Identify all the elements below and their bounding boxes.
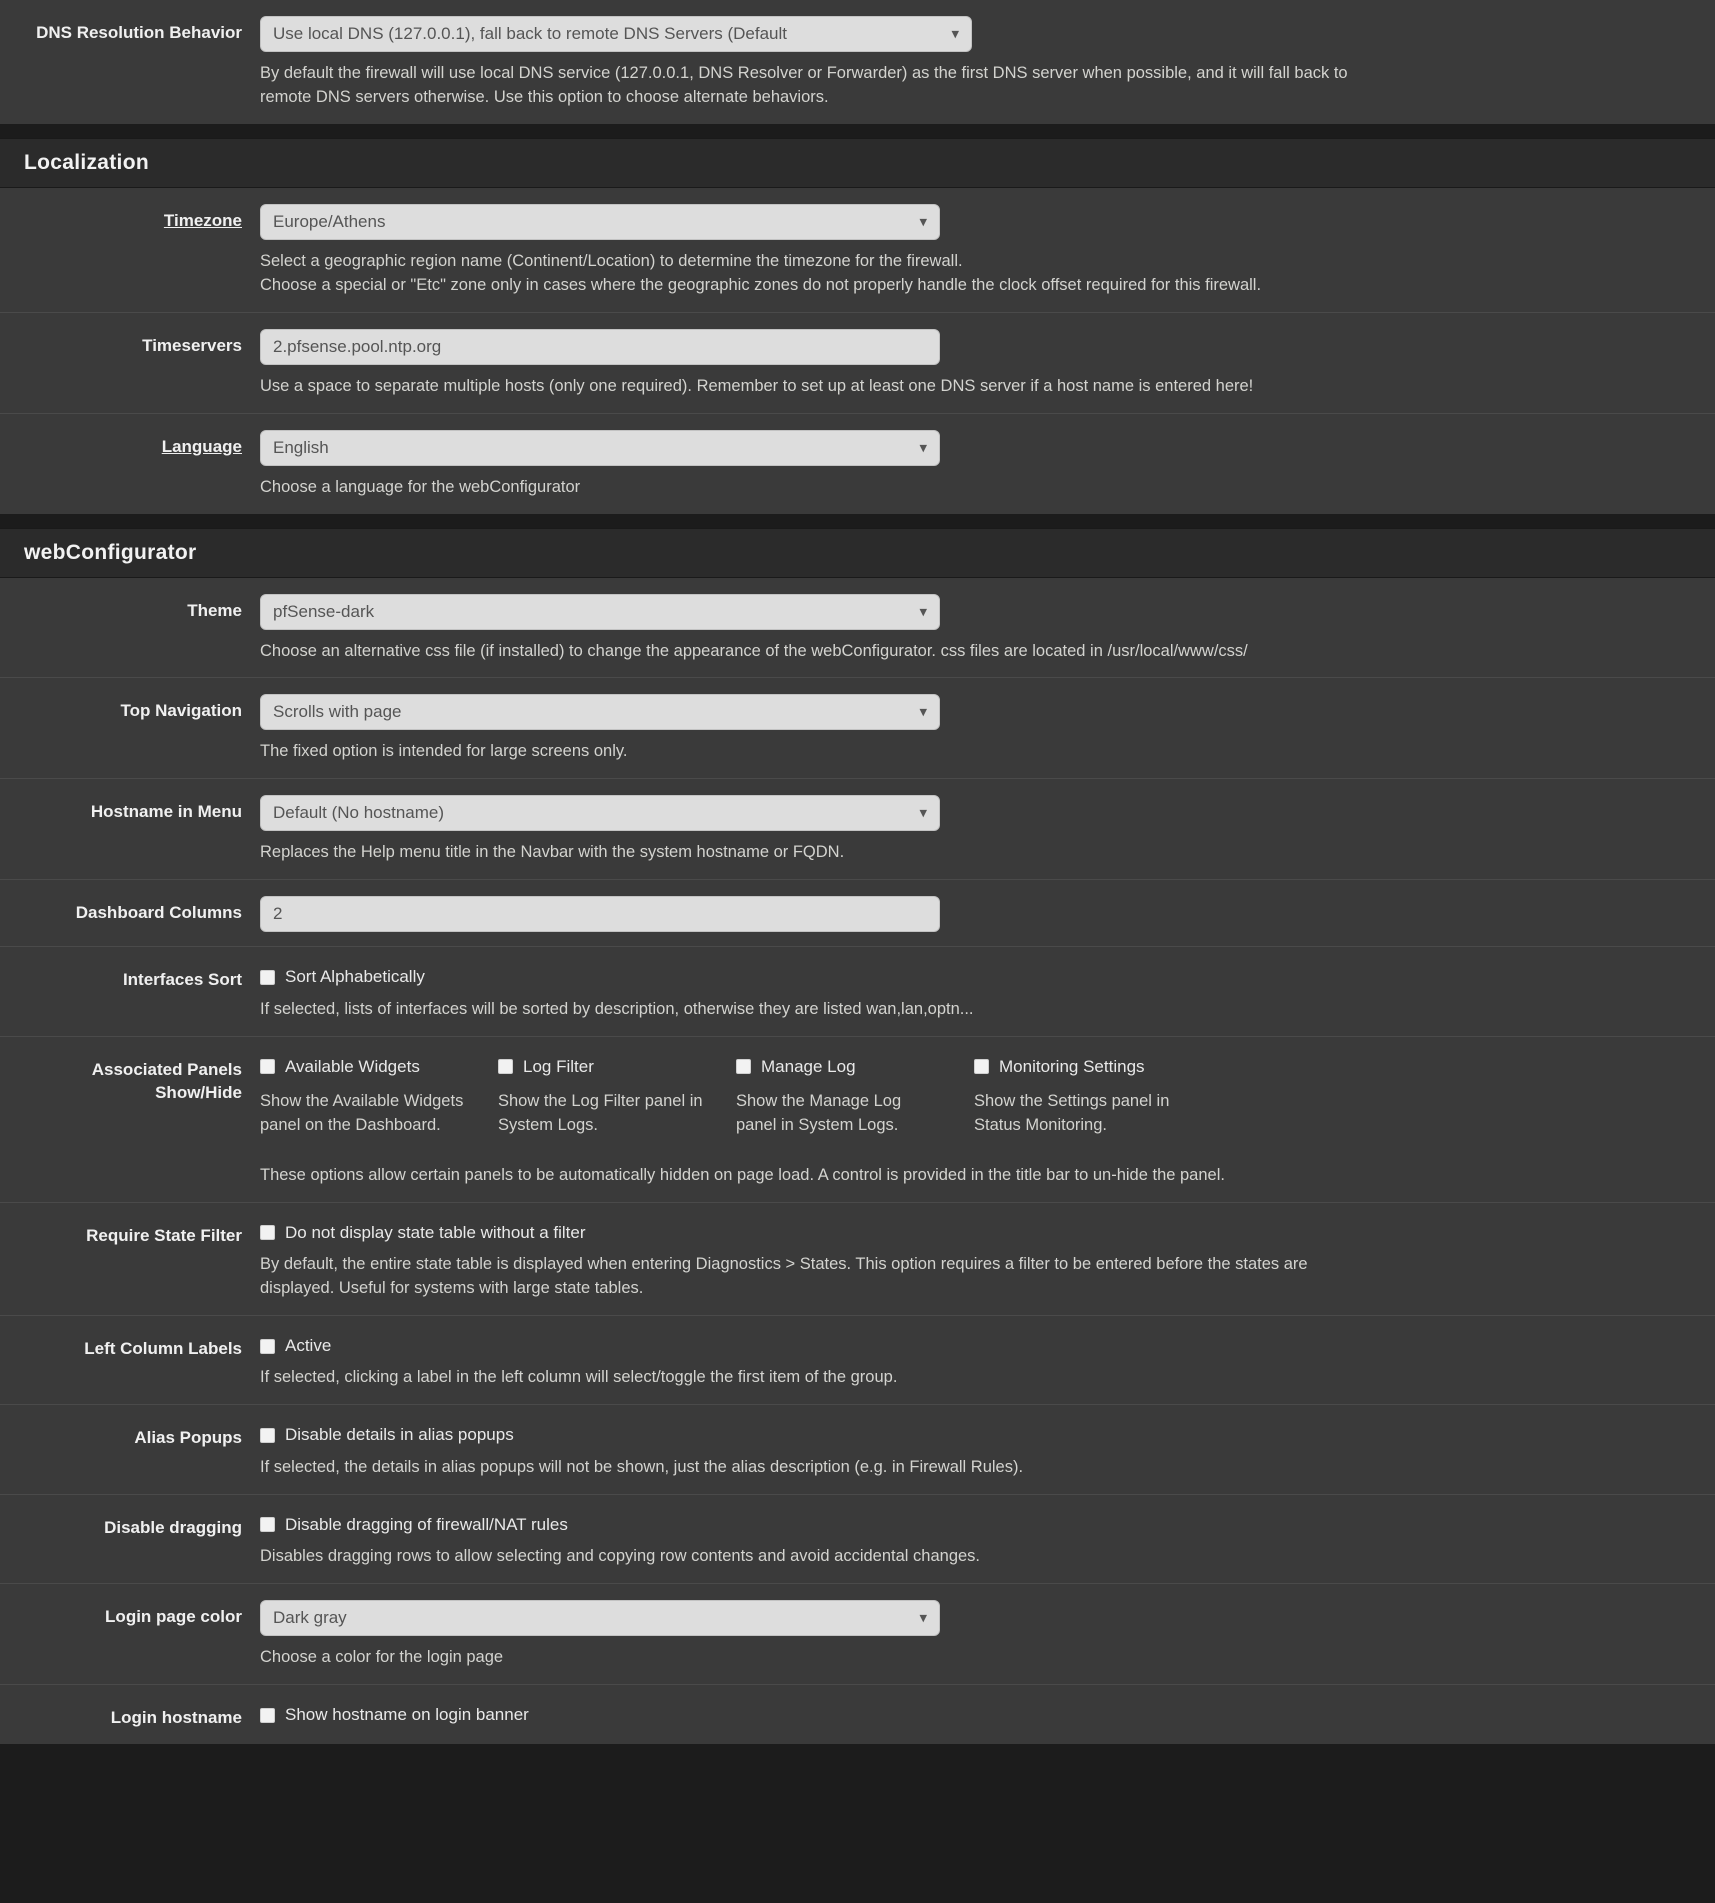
interfaces-sort-checkbox[interactable] (260, 970, 275, 985)
manage-log-checkbox[interactable] (736, 1059, 751, 1074)
available-widgets-help: Show the Available Widgets panel on the Dashboard. (260, 1092, 464, 1134)
chevron-down-icon: ▾ (951, 25, 959, 43)
associated-panel-item (260, 1053, 498, 1138)
row-dns-resolution-behavior (0, 0, 1715, 124)
localization-title: Localization (24, 150, 149, 174)
row-login-hostname (0, 1684, 1715, 1744)
associated-panels-columns (260, 1053, 1695, 1138)
associated-panel-item (736, 1053, 974, 1138)
language-select[interactable] (260, 430, 940, 466)
log-filter-checkbox-row[interactable] (498, 1053, 736, 1077)
login-page-color-select-wrap[interactable] (260, 1600, 940, 1636)
timezone-label (0, 204, 260, 233)
timeservers-label: Timeservers (142, 335, 242, 355)
disable-dragging-checkbox[interactable] (260, 1517, 275, 1532)
top-navigation-label: Top Navigation (120, 701, 242, 721)
alias-popups-checkbox-row[interactable] (260, 1421, 1695, 1445)
login-page-color-label: Login page color (105, 1606, 242, 1626)
associated-panel-item (974, 1053, 1212, 1138)
associated-panels-footnote: These options allow certain panels to be automatically hidden on page load. A control is provided in the title bar to un-hide the panel. (260, 1165, 1225, 1184)
interfaces-sort-checkbox-row[interactable] (260, 963, 1695, 987)
dns-resolution-behavior-help (260, 62, 1650, 110)
language-help: Choose a language for the webConfigurator (260, 477, 581, 496)
log-filter-checkbox[interactable] (498, 1059, 513, 1074)
row-alias-popups (0, 1404, 1715, 1493)
theme-select[interactable] (260, 594, 940, 630)
theme-help: Choose an alternative css file (if installed) to change the appearance of the webConfigurator. css files are located in /usr/local/www/css/ (260, 641, 1248, 660)
dashboard-columns-label: Dashboard Columns (75, 903, 242, 923)
dns-resolution-behavior-select-wrap[interactable] (260, 16, 972, 52)
disable-dragging-checkbox-label: Disable dragging of firewall/NAT rules (285, 1514, 568, 1534)
alias-popups-help: If selected, the details in alias popups will not be shown, just the alias description (e.g. in Firewall Rules). (260, 1457, 1024, 1476)
associated-panels-label-line-2: Show/Hide (155, 1082, 242, 1102)
dns-panel (0, 0, 1715, 124)
require-state-filter-help (260, 1253, 1650, 1301)
row-timezone (0, 188, 1715, 312)
monitoring-settings-checkbox-label: Monitoring Settings (999, 1056, 1145, 1076)
log-filter-help: Show the Log Filter panel in System Logs. (498, 1092, 703, 1134)
theme-select-wrap[interactable] (260, 594, 940, 630)
require-state-filter-help-line-1: By default, the entire state table is displayed when entering Diagnostics > States. This option requires a filter to be entered before the states are (260, 1255, 1308, 1274)
timezone-help-line-2: Choose a special or "Etc" zone only in cases where the geographic zones do not properly handle the clock offset required for this firewall. (260, 275, 1262, 294)
associated-panels-label-line-1: Associated Panels (91, 1059, 242, 1079)
login-page-color-select[interactable] (260, 1600, 940, 1636)
webconfigurator-panel (0, 528, 1715, 1744)
left-column-labels-checkbox-row[interactable] (260, 1332, 1695, 1356)
interfaces-sort-label: Interfaces Sort (122, 970, 242, 990)
webconfigurator-panel-heading (0, 528, 1715, 578)
row-hostname-in-menu (0, 778, 1715, 879)
language-select-wrap[interactable] (260, 430, 940, 466)
alias-popups-checkbox[interactable] (260, 1428, 275, 1443)
hostname-in-menu-label: Hostname in Menu (90, 802, 242, 822)
row-login-page-color (0, 1583, 1715, 1684)
localization-panel-heading (0, 138, 1715, 188)
timeservers-help: Use a space to separate multiple hosts (only one required). Remember to set up at least one DNS server if a host name is entered here! (260, 376, 1254, 395)
associated-panels-label (0, 1053, 260, 1105)
timezone-select-wrap[interactable] (260, 204, 940, 240)
chevron-down-icon: ▾ (919, 1609, 927, 1627)
manage-log-checkbox-label: Manage Log (761, 1056, 856, 1076)
timezone-help (260, 250, 1650, 298)
left-column-labels-help: If selected, clicking a label in the left column will select/toggle the first item of the group. (260, 1368, 898, 1387)
available-widgets-checkbox[interactable] (260, 1059, 275, 1074)
disable-dragging-help: Disables dragging rows to allow selecting and copying row contents and avoid accidental changes. (260, 1547, 981, 1566)
interfaces-sort-help: If selected, lists of interfaces will be sorted by description, otherwise they are listed wan,lan,optn... (260, 999, 974, 1018)
chevron-down-icon: ▾ (919, 213, 927, 231)
top-navigation-help: The fixed option is intended for large screens only. (260, 742, 628, 761)
require-state-filter-help-line-2: displayed. Useful for systems with large state tables. (260, 1279, 644, 1298)
login-hostname-label: Login hostname (110, 1707, 242, 1727)
row-theme (0, 578, 1715, 678)
row-disable-dragging (0, 1494, 1715, 1583)
timezone-select[interactable] (260, 204, 940, 240)
row-timeservers (0, 312, 1715, 413)
left-column-labels-checkbox[interactable] (260, 1339, 275, 1354)
dns-help-line-1: By default the firewall will use local DNS service (127.0.0.1, DNS Resolver or Forwarder) as the first DNS server when possible, and it will fall back to (260, 64, 1348, 82)
row-top-navigation (0, 677, 1715, 778)
row-language (0, 413, 1715, 514)
require-state-filter-checkbox[interactable] (260, 1225, 275, 1240)
row-interfaces-sort (0, 946, 1715, 1035)
alias-popups-checkbox-label: Disable details in alias popups (285, 1425, 514, 1445)
row-associated-panels (0, 1036, 1715, 1202)
dashboard-columns-input[interactable] (260, 896, 940, 932)
hostname-in-menu-select[interactable] (260, 795, 940, 831)
interfaces-sort-checkbox-label: Sort Alphabetically (285, 967, 425, 987)
login-page-color-help: Choose a color for the login page (260, 1647, 504, 1666)
timezone-help-line-1: Select a geographic region name (Continent/Location) to determine the timezone for the firewall. (260, 251, 963, 270)
login-hostname-checkbox[interactable] (260, 1708, 275, 1723)
hostname-in-menu-select-wrap[interactable] (260, 795, 940, 831)
login-hostname-checkbox-row[interactable] (260, 1701, 1695, 1725)
webconfigurator-title: webConfigurator (24, 540, 197, 564)
top-navigation-select-wrap[interactable] (260, 694, 940, 730)
panel-spacer (0, 124, 1715, 138)
timeservers-input[interactable] (260, 329, 940, 365)
left-column-labels-label: Left Column Labels (84, 1339, 242, 1358)
chevron-down-icon: ▾ (919, 603, 927, 621)
top-navigation-select[interactable] (260, 694, 940, 730)
available-widgets-checkbox-row[interactable] (260, 1053, 498, 1077)
require-state-filter-checkbox-row[interactable] (260, 1219, 1695, 1243)
require-state-filter-label: Require State Filter (86, 1225, 242, 1245)
language-label (0, 430, 260, 459)
monitoring-settings-help: Show the Settings panel in Status Monitoring. (974, 1092, 1170, 1134)
language-label-link[interactable]: Language (161, 436, 242, 456)
disable-dragging-checkbox-row[interactable] (260, 1511, 1695, 1535)
manage-log-help: Show the Manage Log panel in System Logs. (736, 1092, 902, 1134)
timezone-label-link[interactable]: Timezone (163, 210, 242, 230)
dns-help-line-2: remote DNS servers otherwise. Use this option to choose alternate behaviors. (260, 87, 829, 106)
hostname-in-menu-help: Replaces the Help menu title in the Navbar with the system hostname or FQDN. (260, 843, 845, 862)
manage-log-checkbox-row[interactable] (736, 1053, 974, 1077)
row-require-state-filter (0, 1202, 1715, 1315)
chevron-down-icon: ▾ (919, 439, 927, 457)
dns-resolution-behavior-select[interactable] (260, 16, 972, 52)
panel-spacer (0, 514, 1715, 528)
row-dashboard-columns (0, 879, 1715, 946)
dns-resolution-behavior-label: DNS Resolution Behavior (36, 23, 242, 42)
available-widgets-checkbox-label: Available Widgets (285, 1056, 420, 1076)
chevron-down-icon: ▾ (919, 804, 927, 822)
disable-dragging-label: Disable dragging (104, 1517, 242, 1537)
monitoring-settings-checkbox-row[interactable] (974, 1053, 1212, 1077)
alias-popups-label: Alias Popups (134, 1428, 242, 1448)
login-hostname-checkbox-label: Show hostname on login banner (285, 1704, 529, 1724)
log-filter-checkbox-label: Log Filter (523, 1056, 594, 1076)
theme-label: Theme (187, 600, 242, 620)
monitoring-settings-checkbox[interactable] (974, 1059, 989, 1074)
left-column-labels-checkbox-label: Active (285, 1336, 332, 1355)
associated-panel-item (498, 1053, 736, 1138)
row-left-column-labels (0, 1315, 1715, 1404)
chevron-down-icon: ▾ (919, 703, 927, 721)
localization-panel (0, 138, 1715, 514)
require-state-filter-checkbox-label: Do not display state table without a filter (285, 1222, 586, 1242)
